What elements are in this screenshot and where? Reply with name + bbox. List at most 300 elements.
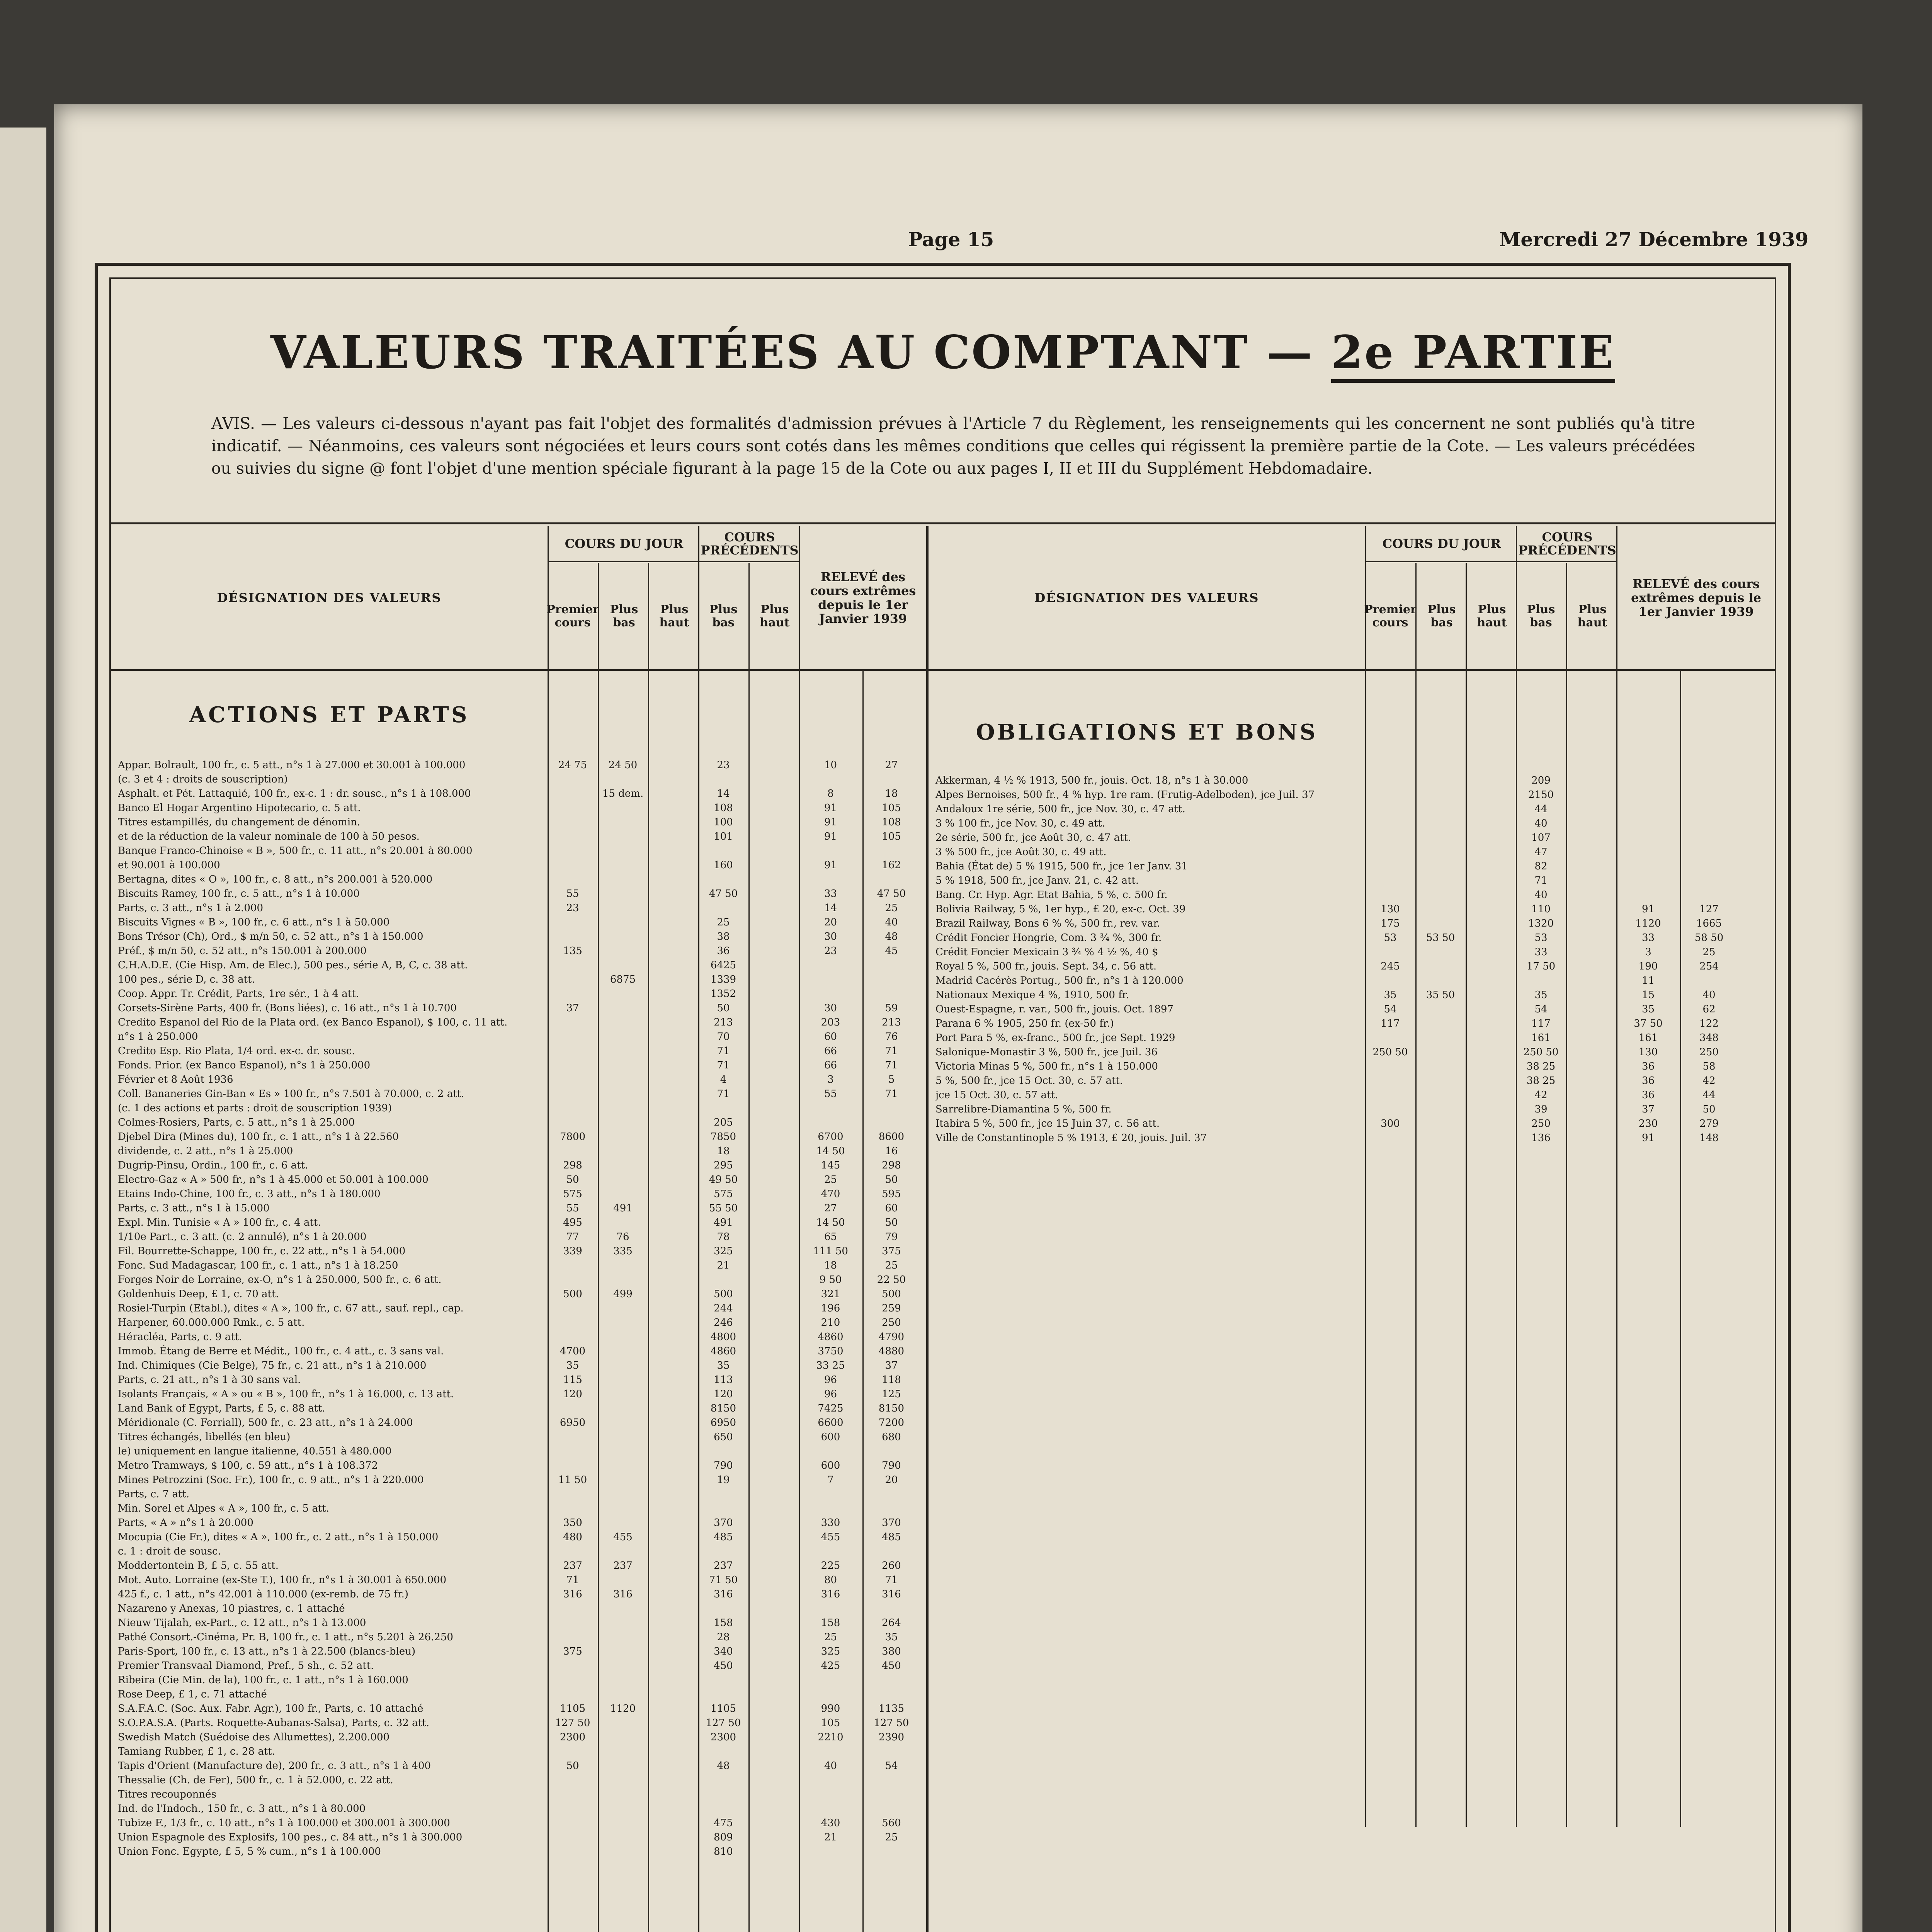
precedent-value: 160 [714, 859, 733, 871]
security-name: Rosiel-Turpin (Etabl.), dites « A », 100 fr., c. 67 att., sauf. repl., cap. [118, 1303, 464, 1314]
precedent-value: 650 [714, 1431, 733, 1443]
releve-high-value: 118 [882, 1374, 901, 1386]
premier-cours-value: 6950 [560, 1417, 586, 1429]
precedent-value: 18 [717, 1145, 730, 1157]
precedent-value: 6425 [710, 959, 736, 971]
precedent-value: 40 [1534, 818, 1548, 829]
premier-cours-value: 115 [563, 1374, 582, 1386]
precedent-value: 42 [1534, 1089, 1548, 1101]
security-name: Andaloux 1re série, 500 fr., jce Nov. 30, c. 47 att. [935, 803, 1185, 815]
releve-high-value: 40 [1702, 989, 1716, 1001]
precedent-value: 1352 [710, 988, 736, 1000]
releve-high-value: 20 [885, 1474, 898, 1486]
premier-cours-value: 237 [563, 1560, 582, 1571]
security-name: et 90.001 à 100.000 [118, 859, 220, 871]
plus-bas-value: 24 50 [608, 759, 638, 771]
precedent-value: 244 [714, 1303, 733, 1314]
releve-low-value: 3750 [818, 1345, 844, 1357]
right-row [929, 845, 1775, 859]
page-title [111, 325, 1775, 379]
designation-header: DÉSIGNATION DES VALEURS [217, 590, 442, 605]
precedent-value: 113 [714, 1374, 733, 1386]
security-name: 1/10e Part., c. 3 att. (c. 2 annulé), n°s 1 à 20.000 [118, 1231, 367, 1243]
security-name: Bolivia Railway, 5 %, 1er hyp., £ 20, ex-c. Oct. 39 [935, 903, 1186, 915]
actions-parts-heading: ACTIONS ET PARTS [189, 702, 469, 728]
releve-low-value: 23 [824, 945, 837, 957]
releve-low-value: 37 50 [1634, 1018, 1663, 1029]
premier-cours-value: 339 [563, 1245, 582, 1257]
premier-cours-value: 120 [563, 1388, 582, 1400]
plus-bas-value: 1120 [610, 1703, 636, 1714]
precedent-value: 209 [1531, 775, 1551, 786]
security-name: Février et 8 Août 1936 [118, 1074, 233, 1085]
left-row [111, 1001, 926, 1015]
security-name: Mocupia (Cie Fr.), dites « A », 100 fr., c. 2 att., n°s 1 à 150.000 [118, 1531, 439, 1543]
releve-low-value: 37 [1641, 1104, 1655, 1115]
precedent-value: 4800 [710, 1331, 736, 1343]
premier-cours-value: 54 [1384, 1003, 1397, 1015]
precedent-value: 17 50 [1526, 961, 1556, 972]
left-row [111, 1730, 926, 1745]
notice-paragraph: AVIS. — Les valeurs ci-dessous n'ayant pas fait l'objet des formalités d'admission prévues à l'Article 7 du Règlement, les renseignements qui les concernent ne sont publiés qu'à titre indicatif. — Néanmoins, ces valeurs sont négociées et leurs cours sont cotés dans les mêmes conditions que celles qui régissent la première partie de la Cote. — Les valeurs précédées ou suivies du signe @ font l'objet d'une mention spéciale figurant à la page 15 de la Cote ou aux pages I, II et III du Supplément Hebdomadaire. [211, 414, 1695, 478]
premier-cours-value: 35 [566, 1360, 579, 1371]
plus-bas-value: 53 50 [1426, 932, 1455, 944]
right-table [929, 526, 1775, 1932]
page-number: Page 15 [908, 228, 994, 251]
plus-bas-value: 499 [613, 1288, 633, 1300]
left-row [111, 1087, 926, 1101]
plus-bas-value: 35 50 [1426, 989, 1455, 1001]
precedent-value: 4860 [710, 1345, 736, 1357]
releve-low-value: 36 [1641, 1089, 1655, 1101]
releve-high-value: 4880 [878, 1345, 905, 1357]
left-row [111, 1430, 926, 1444]
plus-bas-value: 335 [613, 1245, 633, 1257]
releve-low-value: 40 [824, 1760, 837, 1772]
security-name: S.A.F.A.C. (Soc. Aux. Fabr. Agr.), 100 fr., Parts, c. 10 attaché [118, 1703, 423, 1714]
releve-high-value: 1665 [1696, 918, 1722, 929]
releve-low-value: 25 [824, 1174, 837, 1185]
premier-cours-value: 50 [566, 1174, 579, 1185]
precedent-value: 491 [714, 1217, 733, 1228]
designation-header-right: DÉSIGNATION DES VALEURS [1034, 590, 1259, 605]
left-row [111, 801, 926, 815]
precedent-value: 250 [1531, 1118, 1551, 1129]
precedent-value: 575 [714, 1188, 733, 1200]
left-row [111, 1659, 926, 1673]
precedent-value: 78 [717, 1231, 730, 1243]
precedent-value: 40 [1534, 889, 1548, 901]
precedent-value: 71 [717, 1060, 730, 1071]
releve-high-value: 790 [882, 1460, 901, 1471]
releve-low-value: 25 [824, 1631, 837, 1643]
right-row [929, 802, 1775, 816]
releve-low-value: 111 50 [813, 1245, 848, 1257]
security-name: Nationaux Mexique 4 %, 1910, 500 fr. [935, 989, 1129, 1001]
releve-low-value: 10 [824, 759, 837, 771]
left-row [111, 1273, 926, 1287]
security-name: Min. Sorel et Alpes « A », 100 fr., c. 5 att. [118, 1503, 329, 1514]
releve-high-value: 16 [885, 1145, 898, 1157]
security-name: Préf., $ m/n 50, c. 52 att., n°s 150.001 à 200.000 [118, 945, 367, 957]
left-row [111, 1287, 926, 1301]
right-row [929, 902, 1775, 917]
left-row [111, 1645, 926, 1659]
security-name: C.H.A.D.E. (Cie Hisp. Am. de Elec.), 500 pes., série A, B, C, c. 38 att. [118, 959, 468, 971]
premier-cours-value: 375 [563, 1646, 582, 1657]
releve-low-value: 27 [824, 1202, 837, 1214]
security-name: Colmes-Rosiers, Parts, c. 5 att., n°s 1 à 25.000 [118, 1117, 355, 1128]
left-row [111, 1602, 926, 1616]
left-row [111, 1702, 926, 1716]
premier-cours-value: 2300 [560, 1731, 586, 1743]
security-name: jce 15 Oct. 30, c. 57 att. [935, 1089, 1058, 1101]
security-name: Brazil Railway, Bons 6 % %, 500 fr., rev. var. [935, 918, 1160, 929]
releve-low-value: 91 [824, 802, 837, 814]
security-name: Madrid Cacérès Portug., 500 fr., n°s 1 à 120.000 [935, 975, 1184, 986]
precedent-value: 213 [714, 1017, 733, 1028]
premier-cours-value: 35 [1384, 989, 1397, 1001]
precedent-value: 7850 [710, 1131, 736, 1143]
security-name: Moddertontein B, £ 5, c. 55 att. [118, 1560, 279, 1571]
premier-cours-value: 55 [566, 888, 579, 900]
left-row [111, 1387, 926, 1401]
releve-high-value: 375 [882, 1245, 901, 1257]
precedent-value: 47 50 [709, 888, 738, 900]
precedent-value: 107 [1531, 832, 1551, 844]
releve-low-value: 105 [821, 1717, 840, 1729]
premier-cours-value: 350 [563, 1517, 582, 1529]
releve-high-value: 71 [885, 1574, 898, 1586]
security-name: Asphalt. et Pét. Lattaquié, 100 fr., ex-c. 1 : dr. sousc., n°s 1 à 108.000 [118, 788, 471, 799]
left-row [111, 1244, 926, 1259]
releve-high-value: 54 [885, 1760, 898, 1772]
security-name: Parts, c. 3 att., n°s 1 à 2.000 [118, 902, 264, 914]
security-name: Ind. de l'Indoch., 150 fr., c. 3 att., n°s 1 à 80.000 [118, 1803, 366, 1815]
precedent-value: 44 [1534, 803, 1548, 815]
releve-high-value: 35 [885, 1631, 898, 1643]
cours-du-jour-title: COURS DU JOUR [549, 526, 699, 562]
precedent-value: 2150 [1528, 789, 1554, 801]
security-name: Parts, c. 21 att., n°s 1 à 30 sans val. [118, 1374, 301, 1386]
cours-precedents-title-right: COURS PRÉCÉDENTS [1517, 526, 1617, 562]
precedent-value: 117 [1531, 1018, 1551, 1029]
right-row [929, 959, 1775, 974]
previous-page-edge [0, 128, 46, 1932]
security-name: Crédit Foncier Mexicain 3 ¾ % 4 ½ %, 40 $ [935, 946, 1158, 958]
precedent-value: 35 [1534, 989, 1548, 1001]
left-row [111, 901, 926, 915]
premier-cours-value: 245 [1381, 961, 1400, 972]
releve-high-value: 595 [882, 1188, 901, 1200]
left-row [111, 1116, 926, 1130]
security-name: le) uniquement en langue italienne, 40.551 à 480.000 [118, 1446, 392, 1457]
releve-high-value: 8150 [878, 1403, 905, 1414]
releve-high-value: 264 [882, 1617, 901, 1629]
releve-low-value: 4860 [818, 1331, 844, 1343]
releve-high-value: 58 [1702, 1061, 1716, 1072]
right-rows [929, 774, 1775, 1145]
releve-high-value: 105 [882, 831, 901, 842]
releve-high-value: 50 [885, 1217, 898, 1228]
releve-high-value: 5 [888, 1074, 895, 1085]
left-row [111, 1487, 926, 1502]
releve-low-value: 455 [821, 1531, 840, 1543]
left-row [111, 772, 926, 787]
releve-high-value: 60 [885, 1202, 898, 1214]
precedent-value: 2300 [710, 1731, 736, 1743]
right-row [929, 788, 1775, 802]
plus-bas-value: 455 [613, 1531, 633, 1543]
releve-low-value: 33 [824, 888, 837, 900]
precedent-value: 33 [1534, 946, 1548, 958]
releve-low-value: 430 [821, 1817, 840, 1829]
releve-low-value: 14 [824, 902, 837, 914]
releve-high-value: 71 [885, 1045, 898, 1057]
security-name: Forges Noir de Lorraine, ex-O, n°s 1 à 250.000, 500 fr., c. 6 att. [118, 1274, 442, 1286]
precedent-value: 101 [714, 831, 733, 842]
releve-low-value: 145 [821, 1160, 840, 1171]
security-name: Nieuw Tijalah, ex-Part., c. 12 att., n°s 1 à 13.000 [118, 1617, 366, 1629]
left-row [111, 1158, 926, 1173]
left-row [111, 1459, 926, 1473]
premier-cours-value: 117 [1381, 1018, 1400, 1029]
left-row [111, 758, 926, 772]
security-name: 3 % 100 fr., jce Nov. 30, c. 49 att. [935, 818, 1105, 829]
security-name: Fil. Bourrette-Schappe, 100 fr., c. 22 att., n°s 1 à 54.000 [118, 1245, 406, 1257]
releve-low-value: 600 [821, 1431, 840, 1443]
precedent-value: 70 [717, 1031, 730, 1043]
releve-high-value: 298 [882, 1160, 901, 1171]
releve-low-value: 600 [821, 1460, 840, 1471]
releve-low-value: 91 [824, 831, 837, 842]
security-name: Parts, c. 3 att., n°s 1 à 15.000 [118, 1202, 270, 1214]
releve-low-value: 8 [827, 788, 834, 799]
security-name: Royal 5 %, 500 fr., jouis. Sept. 34, c. 56 att. [935, 961, 1157, 972]
right-row [929, 1017, 1775, 1031]
precedent-value: 21 [717, 1260, 730, 1271]
releve-low-value: 33 25 [816, 1360, 845, 1371]
releve-high-value: 213 [882, 1017, 901, 1028]
left-row [111, 1502, 926, 1516]
precedent-value: 810 [714, 1846, 733, 1857]
precedent-value: 8150 [710, 1403, 736, 1414]
left-row [111, 1773, 926, 1787]
releve-high-value: 18 [885, 788, 898, 799]
header-rule [111, 522, 1775, 524]
premier-cours-value: 50 [566, 1760, 579, 1772]
security-name: Credito Espanol del Rio de la Plata ord. (ex Banco Espanol), $ 100, c. 11 att. [118, 1017, 508, 1028]
releve-high-value: 259 [882, 1303, 901, 1314]
premier-cours-value: 575 [563, 1188, 582, 1200]
releve-high-value: 316 [882, 1588, 901, 1600]
premier-cours-value: 55 [566, 1202, 579, 1214]
precedent-value: 82 [1534, 861, 1548, 872]
releve-high-value: 44 [1702, 1089, 1716, 1101]
security-name: Victoria Minas 5 %, 500 fr., n°s 1 à 150.000 [935, 1061, 1158, 1072]
security-name: Akkerman, 4 ½ % 1913, 500 fr., jouis. Oct. 18, n°s 1 à 30.000 [935, 775, 1248, 786]
premier-cours-header-right: Premier cours [1364, 602, 1417, 629]
security-name: Mines Petrozzini (Soc. Fr.), 100 fr., c. 9 att., n°s 1 à 220.000 [118, 1474, 424, 1486]
left-row [111, 987, 926, 1001]
releve-low-value: 66 [824, 1045, 837, 1057]
releve-low-value: 990 [821, 1703, 840, 1714]
plus-bas-value: 491 [613, 1202, 633, 1214]
security-name: Expl. Min. Tunisie « A » 100 fr., c. 4 att. [118, 1217, 321, 1228]
security-name: Djebel Dira (Mines du), 100 fr., c. 1 att., n°s 1 à 22.560 [118, 1131, 399, 1143]
prec-plus-bas-header-right: Plus bas [1527, 602, 1555, 629]
right-row [929, 974, 1775, 988]
precedent-value: 110 [1531, 903, 1551, 915]
releve-low-value: 9 50 [819, 1274, 842, 1286]
left-row [111, 1544, 926, 1559]
precedent-value: 325 [714, 1245, 733, 1257]
security-name: Parts, « A » n°s 1 à 20.000 [118, 1517, 253, 1529]
security-name: Titres estampillés, du changement de dénomin. [118, 816, 361, 828]
precedent-value: 23 [717, 759, 730, 771]
inner-frame [109, 277, 1776, 1932]
releve-high-value: 25 [1702, 946, 1716, 958]
right-row [929, 831, 1775, 845]
left-table-header [111, 526, 926, 671]
releve-low-value: 316 [821, 1588, 840, 1600]
releve-low-value: 11 [1641, 975, 1655, 986]
right-row [929, 874, 1775, 888]
security-name: Fonds. Prior. (ex Banco Espanol), n°s 1 à 250.000 [118, 1060, 371, 1071]
releve-high-value: 25 [885, 1260, 898, 1271]
releve-high-value: 50 [885, 1174, 898, 1185]
precedent-value: 25 [717, 917, 730, 928]
premier-cours-value: 495 [563, 1217, 582, 1228]
security-name: 425 f., c. 1 att., n°s 42.001 à 110.000 (ex-remb. de 75 fr.) [118, 1588, 409, 1600]
releve-high-value: 108 [882, 816, 901, 828]
releve-low-value: 321 [821, 1288, 840, 1300]
security-name: Corsets-Sirène Parts, 400 fr. (Bons liées), c. 16 att., n°s 1 à 10.700 [118, 1002, 457, 1014]
releve-low-value: 190 [1638, 961, 1658, 972]
title-main: VALEURS TRAITÉES AU COMPTANT — [270, 325, 1332, 379]
right-row [929, 1074, 1775, 1088]
releve-high-value: 125 [882, 1388, 901, 1400]
security-name: Isolants Français, « A » ou « B », 100 fr., n°s 1 à 16.000, c. 13 att. [118, 1388, 454, 1400]
precedent-value: 53 [1534, 932, 1548, 944]
releve-low-value: 60 [824, 1031, 837, 1043]
precedent-value: 295 [714, 1160, 733, 1171]
releve-high-value: 50 [1702, 1104, 1716, 1115]
left-row [111, 872, 926, 887]
security-name: Electro-Gaz « A » 500 fr., n°s 1 à 45.000 et 50.001 à 100.000 [118, 1174, 429, 1185]
left-row [111, 1058, 926, 1073]
precedent-value: 246 [714, 1317, 733, 1328]
releve-low-value: 230 [1638, 1118, 1658, 1129]
right-row [929, 1088, 1775, 1102]
releve-low-value: 14 50 [816, 1217, 845, 1228]
plus-bas-header-right: Plus bas [1415, 563, 1467, 669]
plus-bas-value: 76 [616, 1231, 629, 1243]
releve-high-value: 45 [885, 945, 898, 957]
releve-low-value: 158 [821, 1617, 840, 1629]
security-name: Parts, c. 7 att. [118, 1488, 190, 1500]
precedent-value: 450 [714, 1660, 733, 1672]
precedent-value: 120 [714, 1388, 733, 1400]
precedent-value: 475 [714, 1817, 733, 1829]
left-row [111, 830, 926, 844]
left-row [111, 844, 926, 858]
releve-low-value: 6700 [818, 1131, 844, 1143]
plus-bas-header: Plus bas [598, 563, 649, 669]
releve-header: RELEVÉ des cours extrêmes depuis le 1er Janvier 1939 [799, 526, 926, 669]
right-row [929, 988, 1775, 1002]
security-name: Banco El Hogar Argentino Hipotecario, c. 5 att. [118, 802, 361, 814]
security-name: Port Para 5 %, ex-franc., 500 fr., jce Sept. 1929 [935, 1032, 1175, 1044]
cours-precedents-title: COURS PRÉCÉDENTS [699, 526, 800, 562]
left-row [111, 930, 926, 944]
releve-high-value: 122 [1699, 1018, 1719, 1029]
left-row [111, 1359, 926, 1373]
left-row [111, 1373, 926, 1387]
premier-cours-value: 500 [563, 1288, 582, 1300]
precedent-value: 340 [714, 1646, 733, 1657]
premier-cours-value: 71 [566, 1574, 579, 1586]
premier-cours-value: 130 [1381, 903, 1400, 915]
left-row [111, 1015, 926, 1030]
releve-low-value: 325 [821, 1646, 840, 1657]
precedent-value: 39 [1534, 1104, 1548, 1115]
releve-high-value: 254 [1699, 961, 1719, 972]
right-row [929, 1002, 1775, 1017]
releve-low-value: 91 [1641, 903, 1655, 915]
security-name: Ind. Chimiques (Cie Belge), 75 fr., c. 21 att., n°s 1 à 210.000 [118, 1360, 427, 1371]
security-name: Credito Esp. Rio Plata, 1/4 ord. ex-c. dr. sousc. [118, 1045, 355, 1057]
releve-high-value: 279 [1699, 1118, 1719, 1129]
premier-cours-value: 7800 [560, 1131, 586, 1143]
premier-cours-value: 77 [566, 1231, 579, 1243]
left-row [111, 1516, 926, 1530]
security-name: Biscuits Ramey, 100 fr., c. 5 att., n°s 1 à 10.000 [118, 888, 360, 900]
releve-high-value: 250 [1699, 1046, 1719, 1058]
security-name: (c. 1 des actions et parts : droit de souscription 1939) [118, 1102, 392, 1114]
left-row [111, 1630, 926, 1645]
releve-low-value: 3 [1645, 946, 1651, 958]
precedent-value: 500 [714, 1288, 733, 1300]
security-name: Tapis d'Orient (Manufacture de), 200 fr., c. 3 att., n°s 1 à 400 [118, 1760, 431, 1772]
security-name: Tamiang Rubber, £ 1, c. 28 att. [118, 1746, 276, 1757]
left-row [111, 1130, 926, 1144]
security-name: Harpener, 60.000.000 Rmk., c. 5 att. [118, 1317, 305, 1328]
left-row [111, 1344, 926, 1359]
releve-low-value: 36 [1641, 1061, 1655, 1072]
obligations-bons-heading: OBLIGATIONS ET BONS [976, 719, 1318, 745]
security-name: Méridionale (C. Ferriall), 500 fr., c. 23 att., n°s 1 à 24.000 [118, 1417, 413, 1429]
security-name: 5 % 1918, 500 fr., jce Janv. 21, c. 42 att. [935, 875, 1139, 886]
releve-low-value: 91 [824, 859, 837, 871]
premier-cours-value: 11 50 [558, 1474, 587, 1486]
security-name: S.O.P.A.S.A. (Parts. Roquette-Aubanas-Salsa), Parts, c. 32 att. [118, 1717, 429, 1729]
prec-plus-haut-header-right: Plus haut [1566, 563, 1617, 669]
releve-low-value: 80 [824, 1574, 837, 1586]
precedent-value: 809 [714, 1832, 733, 1843]
releve-high-value: 7200 [878, 1417, 905, 1429]
releve-high-value: 450 [882, 1660, 901, 1672]
left-rows [111, 758, 926, 1859]
left-row [111, 1044, 926, 1058]
plus-bas-value: 15 dem. [602, 788, 644, 799]
security-name: 2e série, 500 fr., jce Août 30, c. 47 att. [935, 832, 1131, 844]
releve-low-value: 6600 [818, 1417, 844, 1429]
left-row [111, 1845, 926, 1859]
releve-low-value: 66 [824, 1060, 837, 1071]
releve-high-value: 40 [885, 917, 898, 928]
security-name: Bahia (État de) 5 % 1915, 500 fr., jce 1er Janv. 31 [935, 861, 1188, 872]
